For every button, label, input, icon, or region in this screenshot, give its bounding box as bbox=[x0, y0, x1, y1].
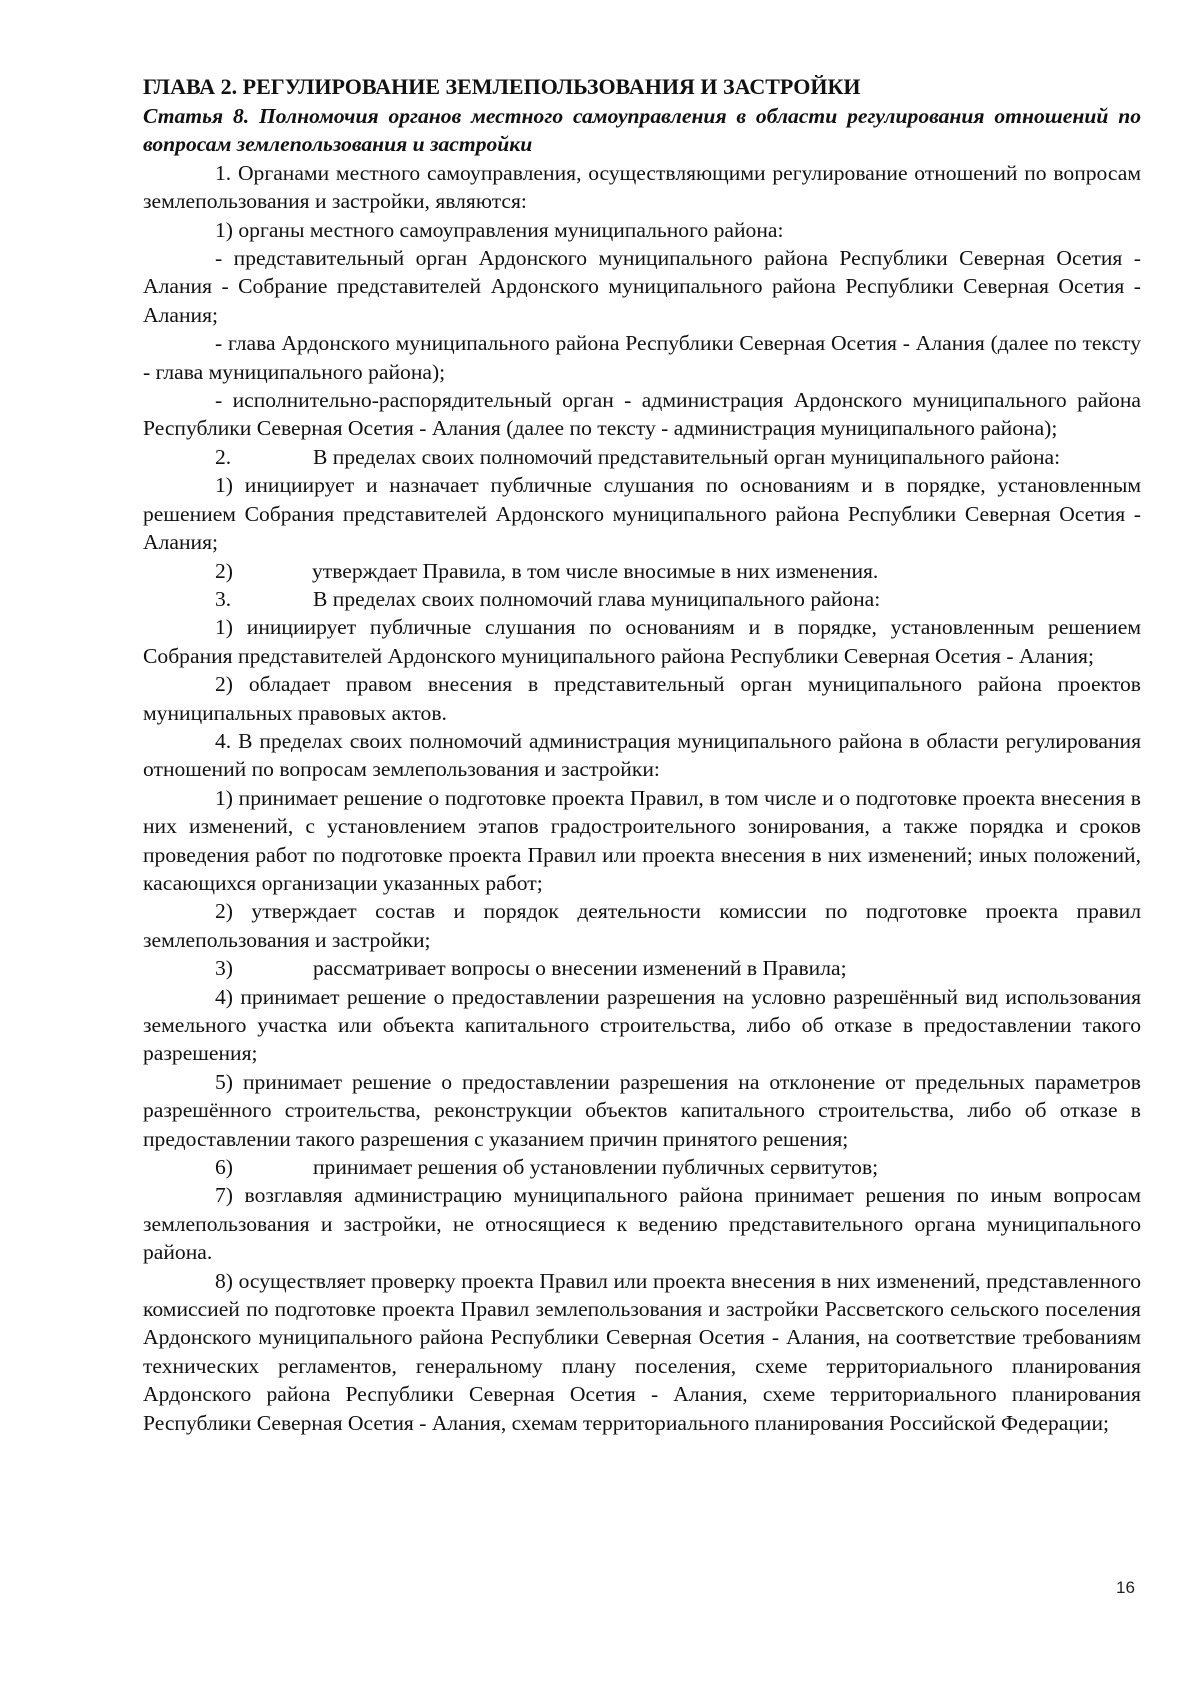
paragraph-2-2 bbox=[143, 557, 1141, 585]
paragraph-2-1: 1) инициирует и назначает публичные слушания по основаниям и в порядке, установленным решением Собрания представителей Ардонского муниципального района Республики Северная Осетия - Алания; bbox=[143, 473, 1141, 555]
paragraph-1: 1. Органами местного самоуправления, осуществляющими регулирование отношений по вопросам землепользования и застройки, являются: bbox=[143, 160, 1141, 214]
paragraph-3-number: 3. bbox=[215, 586, 232, 611]
paragraph-4-6-number: 6) bbox=[215, 1155, 233, 1180]
paragraph-2-2-text: утверждает Правила, в том числе вносимые в них изменения. bbox=[312, 558, 879, 583]
paragraph-3-2: 2) обладает правом внесения в представительный орган муниципального района проектов муниципальных правовых актов. bbox=[143, 672, 1141, 725]
paragraph-4-6 bbox=[143, 1153, 1141, 1181]
page-number: 16 bbox=[1116, 1578, 1135, 1597]
paragraph-4-3-number: 3) bbox=[215, 956, 233, 981]
paragraph-4-3-text: рассматривает вопросы о внесении изменений в Правила; bbox=[313, 956, 847, 981]
paragraph-3-1: 1) инициирует публичные слушания по основаниям и в порядке, установленным решением Собрания представителей Ардонского муниципального района Республики Северная Осетия - Алания; bbox=[143, 615, 1141, 668]
paragraph-3-text: В пределах своих полномочий глава муниципального района: bbox=[313, 586, 881, 611]
document-page bbox=[143, 72, 1141, 1437]
paragraph-4-3 bbox=[143, 954, 1141, 982]
paragraph-1-1-a: - представительный орган Ардонского муниципального района Республики Северная Осетия - Алания - Собрание представителей Ардонского муниципального района Республики Северная Осетия - Алания; bbox=[143, 246, 1141, 327]
paragraph-4: 4. В пределах своих полномочий администрация муниципального района в области регулирования отношений по вопросам землепользования и застройки: bbox=[143, 728, 1141, 782]
paragraph-4-5: 5) принимает решение о предоставлении разрешения на отклонение от предельных параметров разрешённого строительства, реконструкции объектов капитального строительства, либо об отказе в предоставлении такого разрешения с указанием причин принятого решения; bbox=[143, 1069, 1141, 1151]
paragraph-1-1-b: - глава Ардонского муниципального района Республики Северная Осетия - Алания (далее по тексту - глава муниципального района); bbox=[143, 331, 1141, 384]
paragraph-4-8: 8) осуществляет проверку проекта Правил или проекта внесения в них изменений, представленного комиссией по подготовке проекта Правил землепользования и застройки Рассветского сельского поселения Ардонского муниципального района Республики Северная Осетия - Алания, на соответствие требованиям технических регламентов, генеральному плану поселения, схеме территориального планирования Ардонского района Республики Северная Осетия - Алания, схеме территориального планирования Республики Северная Осетия - Алания, схемам территориального планирования Российской Федерации; bbox=[143, 1268, 1141, 1435]
article-title: Статья 8. Полномочия органов местного самоуправления в области регулирования отношений по вопросам землепользования и застройки bbox=[143, 104, 1141, 157]
chapter-title: ГЛАВА 2. РЕГУЛИРОВАНИЕ ЗЕМЛЕПОЛЬЗОВАНИЯ И ЗАСТРОЙКИ bbox=[143, 74, 861, 99]
paragraph-3 bbox=[143, 585, 1141, 613]
paragraph-4-6-text: принимает решения об установлении публичных сервитутов; bbox=[313, 1155, 879, 1180]
paragraph-4-4: 4) принимает решение о предоставлении разрешения на условно разрешённый вид использования земельного участка или объекта капитального строительства, либо об отказе в предоставлении такого разрешения; bbox=[143, 984, 1141, 1066]
paragraph-2-text: В пределах своих полномочий представительный орган муниципального района: bbox=[313, 444, 1061, 469]
paragraph-1-1-c: - исполнительно-распорядительный орган - администрация Ардонского муниципального района Республики Северная Осетия - Алания (далее по тексту - администрация муниципального района); bbox=[143, 388, 1141, 441]
paragraph-2 bbox=[143, 443, 1141, 471]
paragraph-2-2-number: 2) bbox=[215, 558, 233, 583]
paragraph-4-7: 7) возглавляя администрацию муниципального района принимает решения по иным вопросам землепользования и застройки, не относящиеся к ведению представительного органа муниципального района. bbox=[143, 1183, 1141, 1265]
paragraph-2-number: 2. bbox=[215, 444, 232, 469]
paragraph-1-1: 1) органы местного самоуправления муниципального района: bbox=[215, 217, 784, 242]
paragraph-4-2: 2) утверждает состав и порядок деятельности комиссии по подготовке проекта правил землепользования и застройки; bbox=[143, 899, 1141, 952]
paragraph-4-1: 1) принимает решение о подготовке проекта Правил, в том числе и о подготовке проекта внесения в них изменений, с установлением этапов градостроительного зонирования, а также порядка и сроков проведения работ по подготовке проекта Правил или проекта внесения в них изменений; иных положений, касающихся организации указанных работ; bbox=[143, 785, 1141, 895]
